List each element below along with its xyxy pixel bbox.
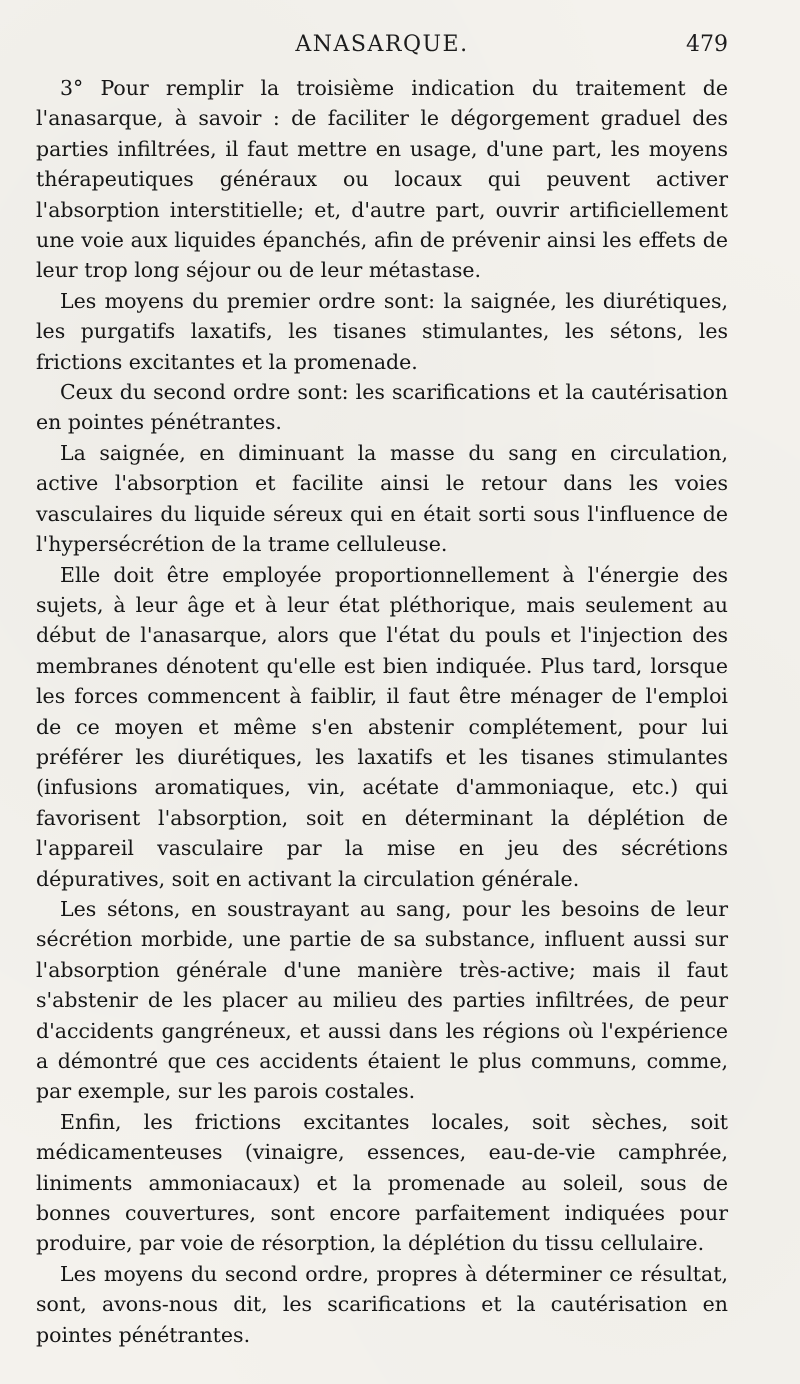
body-text xyxy=(36,73,728,1350)
running-head xyxy=(36,30,728,64)
paragraph-5: Elle doit être employée proportionnellement à l'énergie des sujets, à leur âge et à leur état pléthorique, mais seulement au début de l'anasarque, alors que l'état du pouls et l'injection des membranes dénotent qu'elle est bien indiquée. Plus tard, lorsque les forces commencent à faiblir, il faut être ménager de l'emploi de ce moyen et même s'en abstenir complétement, pour lui préférer les diurétiques, les laxatifs et les tisanes stimulantes (infusions aromatiques, vin, acétate d'ammoniaque, etc.) qui favorisent l'absorption, soit en déterminant la déplétion de l'appareil vasculaire par la mise en jeu des sécrétions dépuratives, soit en activant la circulation générale. xyxy=(36,562,728,891)
paragraph-4: La saignée, en diminuant la masse du sang en circulation, active l'absorption et facilite ainsi le retour dans les voies vasculaires du liquide séreux qui en était sorti sous l'influence de l'hypersécrétion de la trame celluleuse. xyxy=(36,440,728,557)
paragraph-1: 3° Pour remplir la troisième indication du traitement de l'anasarque, à savoir : de faciliter le dégorgement graduel des parties infiltrées, il faut mettre en usage, d'une part, les moyens thérapeutiques généraux ou locaux qui peuvent activer l'absorption interstitielle; et, d'autre part, ouvrir artificiellement une voie aux liquides épanchés, afin de prévenir ainsi les effets de leur trop long séjour ou de leur métastase. xyxy=(36,76,728,283)
paragraph-2: Les moyens du premier ordre sont: la saignée, les diurétiques, les purgatifs laxatifs, les tisanes stimulantes, les sétons, les frictions excitantes et la promenade. xyxy=(36,288,728,374)
page-number: 479 xyxy=(686,32,728,57)
paragraph-3: Ceux du second ordre sont: les scarifications et la cautérisation en pointes pénétrantes. xyxy=(36,380,728,435)
paragraph-7: Enfin, les frictions excitantes locales, soit sèches, soit médicamenteuses (vinaigre, essences, eau-de-vie camphrée, liniments ammoniacaux) et la promenade au soleil, sous de bonnes couvertures, sont encore parfaitement indiquées pour produire, par voie de résorption, la déplétion du tissu cellulaire. xyxy=(36,1109,728,1256)
paragraph-6: Les sétons, en soustrayant au sang, pour les besoins de leur sécrétion morbide, une partie de sa substance, influent aussi sur l'absorption générale d'une manière très-active; mais il faut s'abstenir de les placer au milieu des parties infiltrées, de peur d'accidents gangréneux, et aussi dans les régions où l'expérience a démontré que ces accidents étaient le plus communs, comme, par exemple, sur les parois costales. xyxy=(36,896,728,1104)
paragraph-8: Les moyens du second ordre, propres à déterminer ce résultat, sont, avons-nous dit, les scarifications et la cautérisation en pointes pénétrantes. xyxy=(36,1261,728,1347)
page-title: ANASARQUE. xyxy=(295,32,469,57)
